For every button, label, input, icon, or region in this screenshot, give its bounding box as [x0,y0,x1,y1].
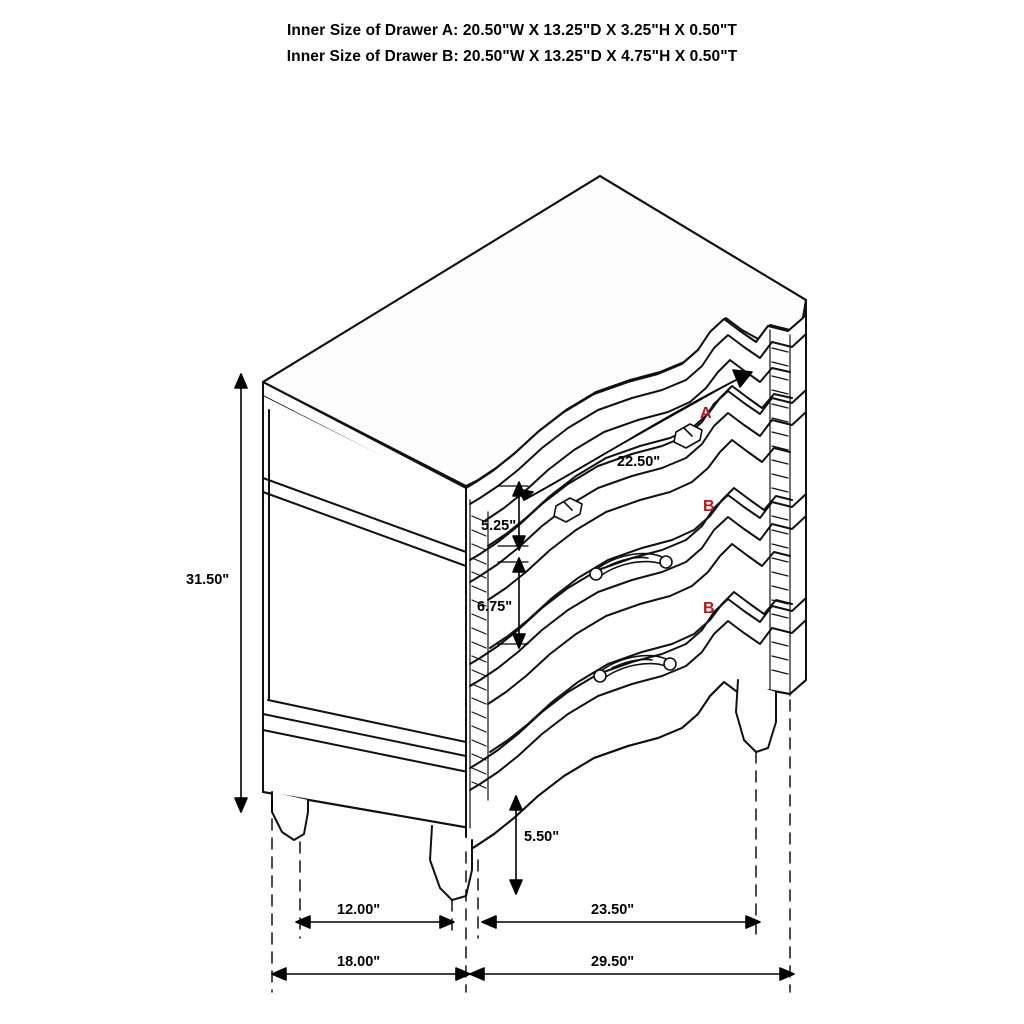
dim-leg-height [510,796,522,894]
dim-label-overall-depth: 18.00" [337,954,381,970]
dim-label-drawer-a-height: 5.25" [481,518,517,534]
drawer-tag-b2: B [703,600,715,617]
dim-label-side-depth: 12.00" [337,902,381,918]
dim-label-front-width: 23.50" [591,902,635,918]
leg-front-right [736,680,776,752]
dim-label-overall-height: 31.50" [186,572,230,588]
dim-label-overall-width: 29.50" [591,954,635,970]
leg-back-left [272,792,308,840]
dim-label-drawer-front-width: 22.50" [617,454,661,470]
drawer-tag-a: A [700,405,712,422]
dim-label-leg-height: 5.50" [524,829,560,845]
drawer-a-inner-size-note: Inner Size of Drawer A: 20.50"W X 13.25"D X 3.25"H X 0.50"T [287,22,737,39]
dim-overall-height [235,374,247,812]
drawer-b-inner-size-note: Inner Size of Drawer B: 20.50"W X 13.25"D X 4.75"H X 0.50"T [286,48,738,65]
dim-label-drawer-b-height: 6.75" [477,599,513,615]
drawer-tag-b1: B [703,498,715,515]
